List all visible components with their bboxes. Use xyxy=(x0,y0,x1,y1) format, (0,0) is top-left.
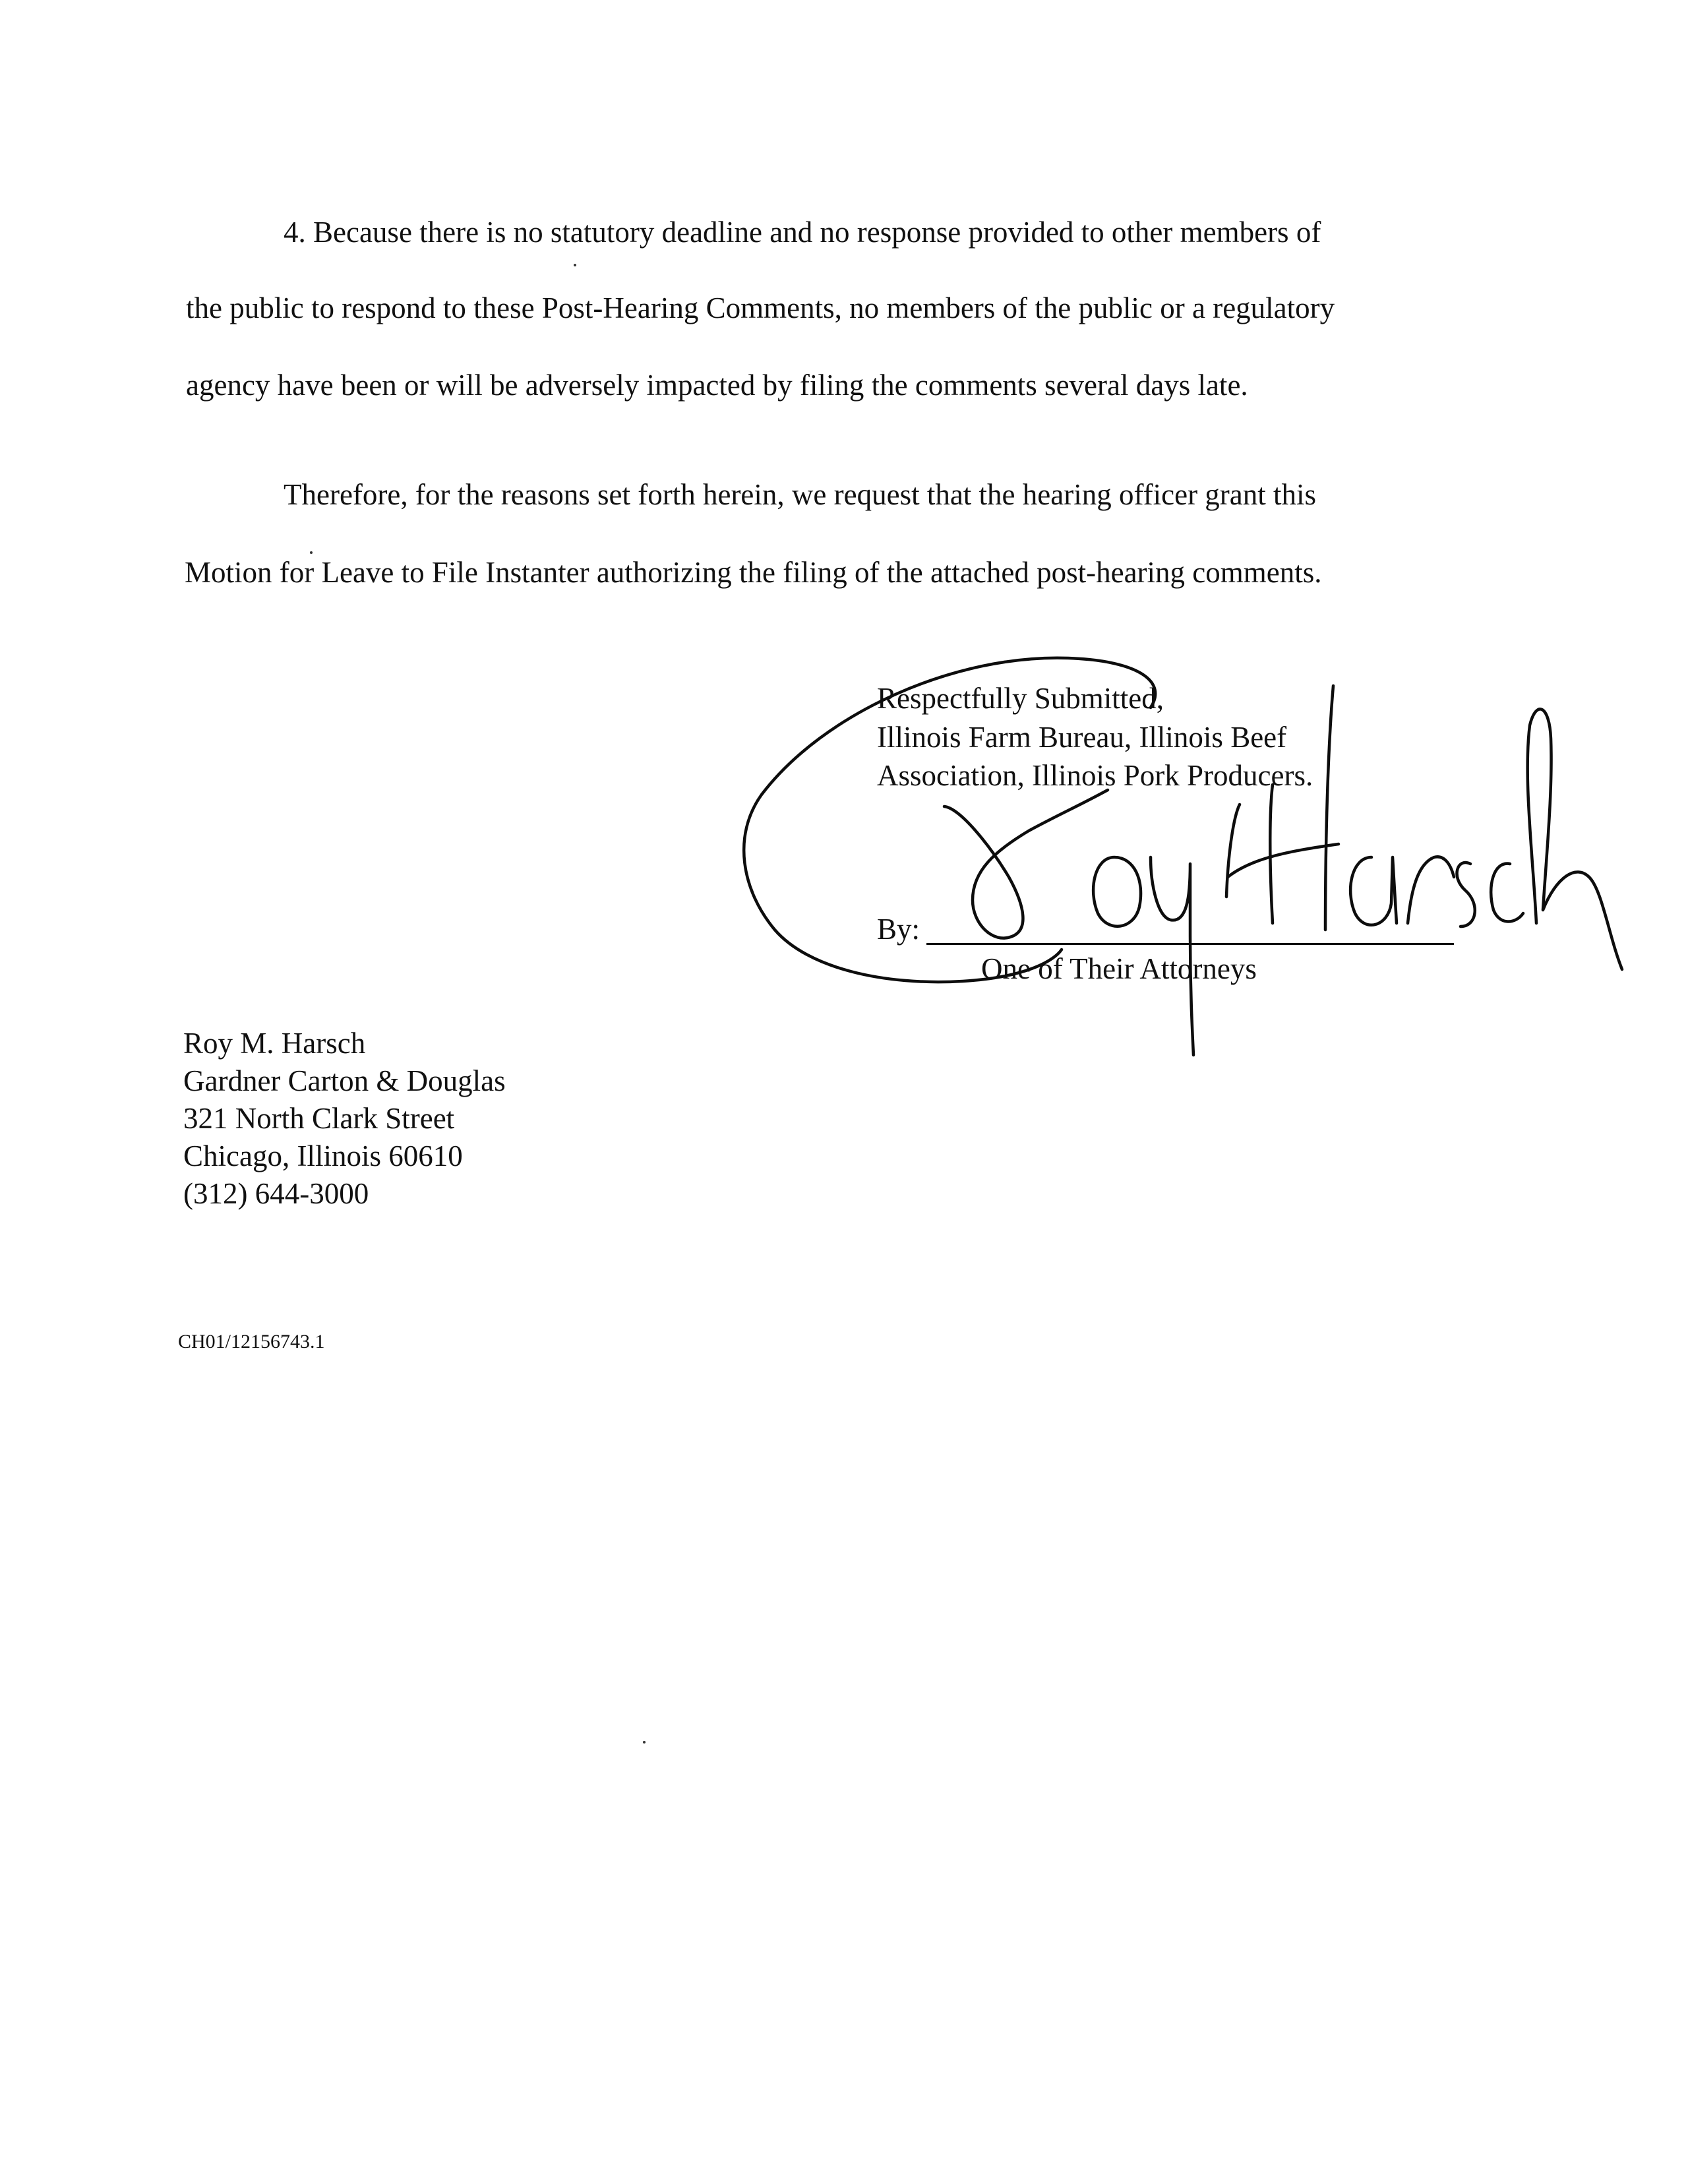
attorney-name: Roy M. Harsch xyxy=(183,1027,366,1060)
client-line-1: Illinois Farm Bureau, Illinois Beef xyxy=(877,721,1287,754)
paragraph-4-line-1: 4. Because there is no statutory deadline and no response provided to other members of xyxy=(284,216,1321,249)
scan-speck xyxy=(643,1741,646,1744)
client-line-2: Association, Illinois Pork Producers. xyxy=(877,759,1313,792)
by-label: By: xyxy=(877,913,920,946)
document-id: CH01/12156743.1 xyxy=(178,1331,325,1352)
signature-line xyxy=(926,943,1454,945)
conclusion-line-2: Motion for Leave to File Instanter authorizing the filing of the attached post-hearing comments. xyxy=(185,556,1322,589)
attorney-phone: (312) 644-3000 xyxy=(183,1177,369,1210)
attorney-caption: One of Their Attorneys xyxy=(981,952,1257,985)
attorney-city: Chicago, Illinois 60610 xyxy=(183,1139,463,1172)
conclusion-line-1: Therefore, for the reasons set forth herein, we request that the hearing officer grant this xyxy=(284,478,1317,511)
paragraph-4-line-3: agency have been or will be adversely impacted by filing the comments several days late. xyxy=(186,369,1248,402)
scan-speck xyxy=(574,264,576,266)
closing-text: Respectfully Submitted, xyxy=(877,682,1164,715)
attorney-street: 321 North Clark Street xyxy=(183,1102,455,1135)
scan-speck xyxy=(310,551,313,554)
attorney-firm: Gardner Carton & Douglas xyxy=(183,1064,506,1097)
paragraph-4-line-2: the public to respond to these Post-Hearing Comments, no members of the public or a regulatory xyxy=(186,291,1335,324)
